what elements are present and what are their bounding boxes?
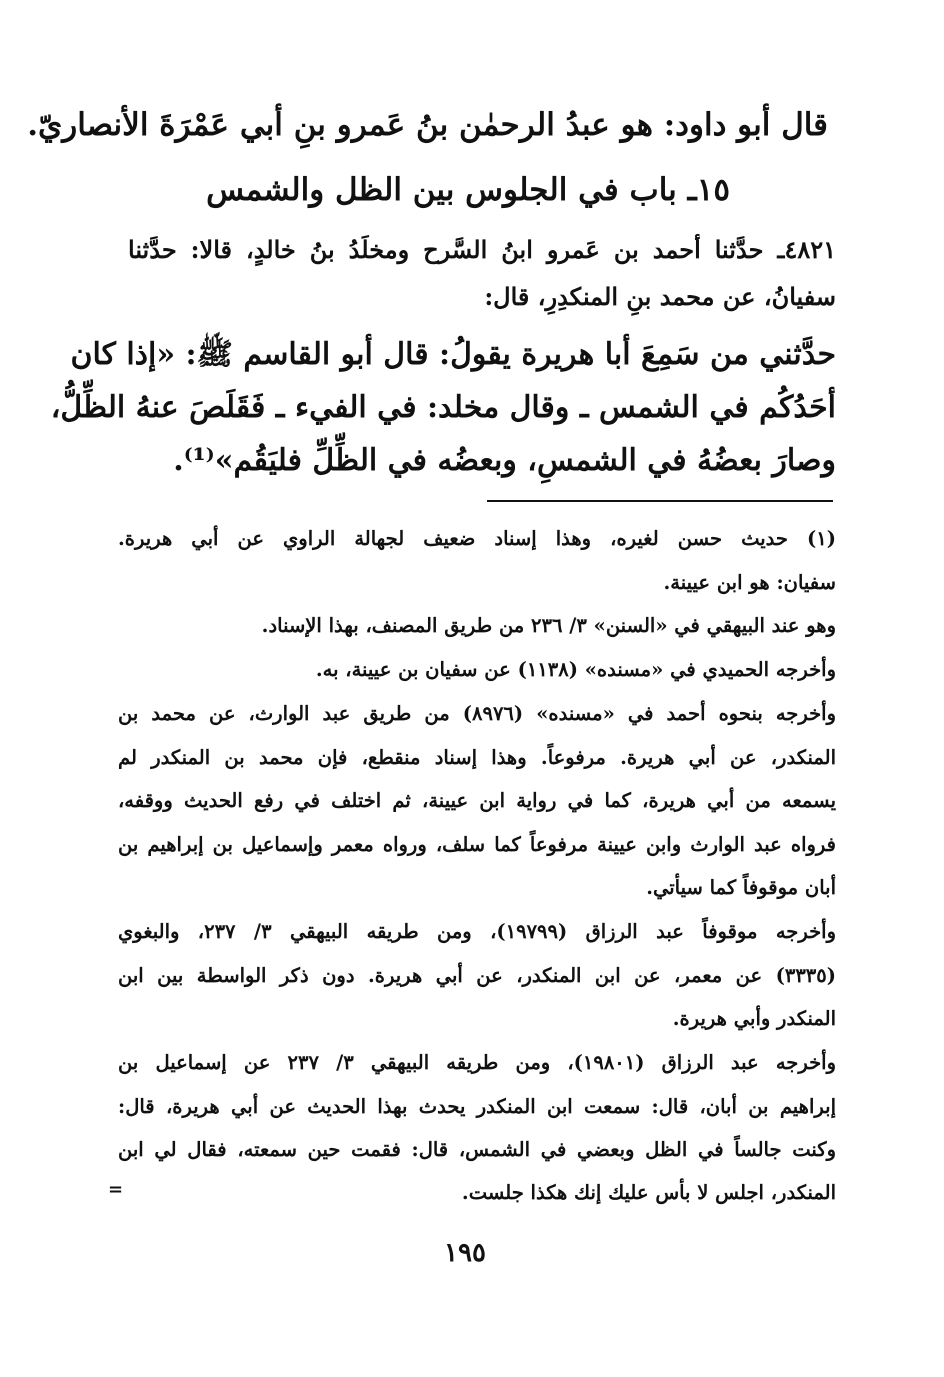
footnote-line-13: وأخرجه عبد الرزاق (١٩٨٠١)، ومن طريقه البيهقي ٣/ ٢٣٧ عن إسماعيل بن [118,1051,836,1074]
page-number: ١٩٥ [444,1238,486,1268]
isnad-line-1: ٤٨٢١ـ حدَّثنا أحمد بن عَمرو ابنُ السَّرح ومخلَدُ بنُ خالدٍ، قالا: حدَّثنا [128,235,836,264]
footnote-line-4: وأخرجه الحميدي في «مسنده» (١١٣٨) عن سفيان بن عيينة، به. [315,658,836,681]
footnote-line-15: وكنت جالساً في الظل وبعضي في الشمس، قال: فقمت حين سمعته، فقال لي ابن [118,1138,836,1161]
continuation-mark: = [108,1179,124,1200]
footnote-line-5: وأخرجه بنحوه أحمد في «مسنده» (٨٩٧٦) من طريق عبد الوارث، عن محمد بن [118,702,836,725]
matn-line-2: أحَدُكُم في الشمس ـ وقال مخلد: في الفيء ـ فَقَلَصَ عنهُ الظِّلُّ، [50,390,836,425]
footnote-line-6: المنكدر، عن أبي هريرة. مرفوعاً. وهذا إسناد منقطع، فإن محمد بن المنكدر لم [118,746,836,769]
footnote-line-8: فرواه عبد الوارث وابن عيينة مرفوعاً كما سلف، ورواه معمر وإسماعيل بن إبراهيم بن [118,833,836,856]
chapter-heading: ١٥ـ باب في الجلوس بين الظل والشمس [206,172,730,208]
isnad-line-2: سفيانُ، عن محمد بنِ المنكدِرِ، قال: [484,282,836,311]
footnote-line-1: (١) حديث حسن لغيره، وهذا إسناد ضعيف لجهالة الراوي عن أبي هريرة. [118,527,836,550]
footnote-line-2: سفيان: هو ابن عيينة. [663,571,836,594]
footnote-line-7: يسمعه من أبي هريرة، كما في رواية ابن عيينة، ثم اختلف في رفع الحديث ووقفه، [118,789,836,812]
footnote-line-11: (٣٣٣٥) عن معمر، عن ابن المنكدر، عن أبي هريرة. دون ذكر الواسطة بين ابن [118,964,836,987]
matn-line-1: حدَّثني من سَمِعَ أبا هريرة يقولُ: قال أبو القاسم ﷺ: «إذا كان [70,337,836,372]
footnote-line-10: وأخرجه موقوفاً عبد الرزاق (١٩٧٩٩)، ومن طريقه البيهقي ٣/ ٢٣٧، والبغوي [118,920,836,943]
footnote-line-12: المنكدر وأبي هريرة. [672,1007,836,1030]
footnote-separator [487,500,833,502]
footnote-line-14: إبراهيم بن أبان، قال: سمعت ابن المنكدر يحدث بهذا الحديث عن أبي هريرة، قال: [118,1095,836,1118]
intro-line: قال أبو داود: هو عبدُ الرحمٰن بنُ عَمرو بنِ أبي عَمْرَةَ الأنصاريّ. [27,107,828,143]
footnote-line-3: وهو عند البيهقي في «السنن» ٣/ ٢٣٦ من طريق المصنف، بهذا الإسناد. [261,614,836,637]
footnote-line-9: أبان موقوفاً كما سيأتي. [646,876,836,899]
footnote-line-16: المنكدر، اجلس لا بأس عليك إنك هكذا جلست. [461,1181,836,1204]
matn-line-3: وصارَ بعضُهُ في الشمسِ، وبعضُه في الظِّلِّ فليَقُم»⁽¹⁾. [173,443,836,478]
